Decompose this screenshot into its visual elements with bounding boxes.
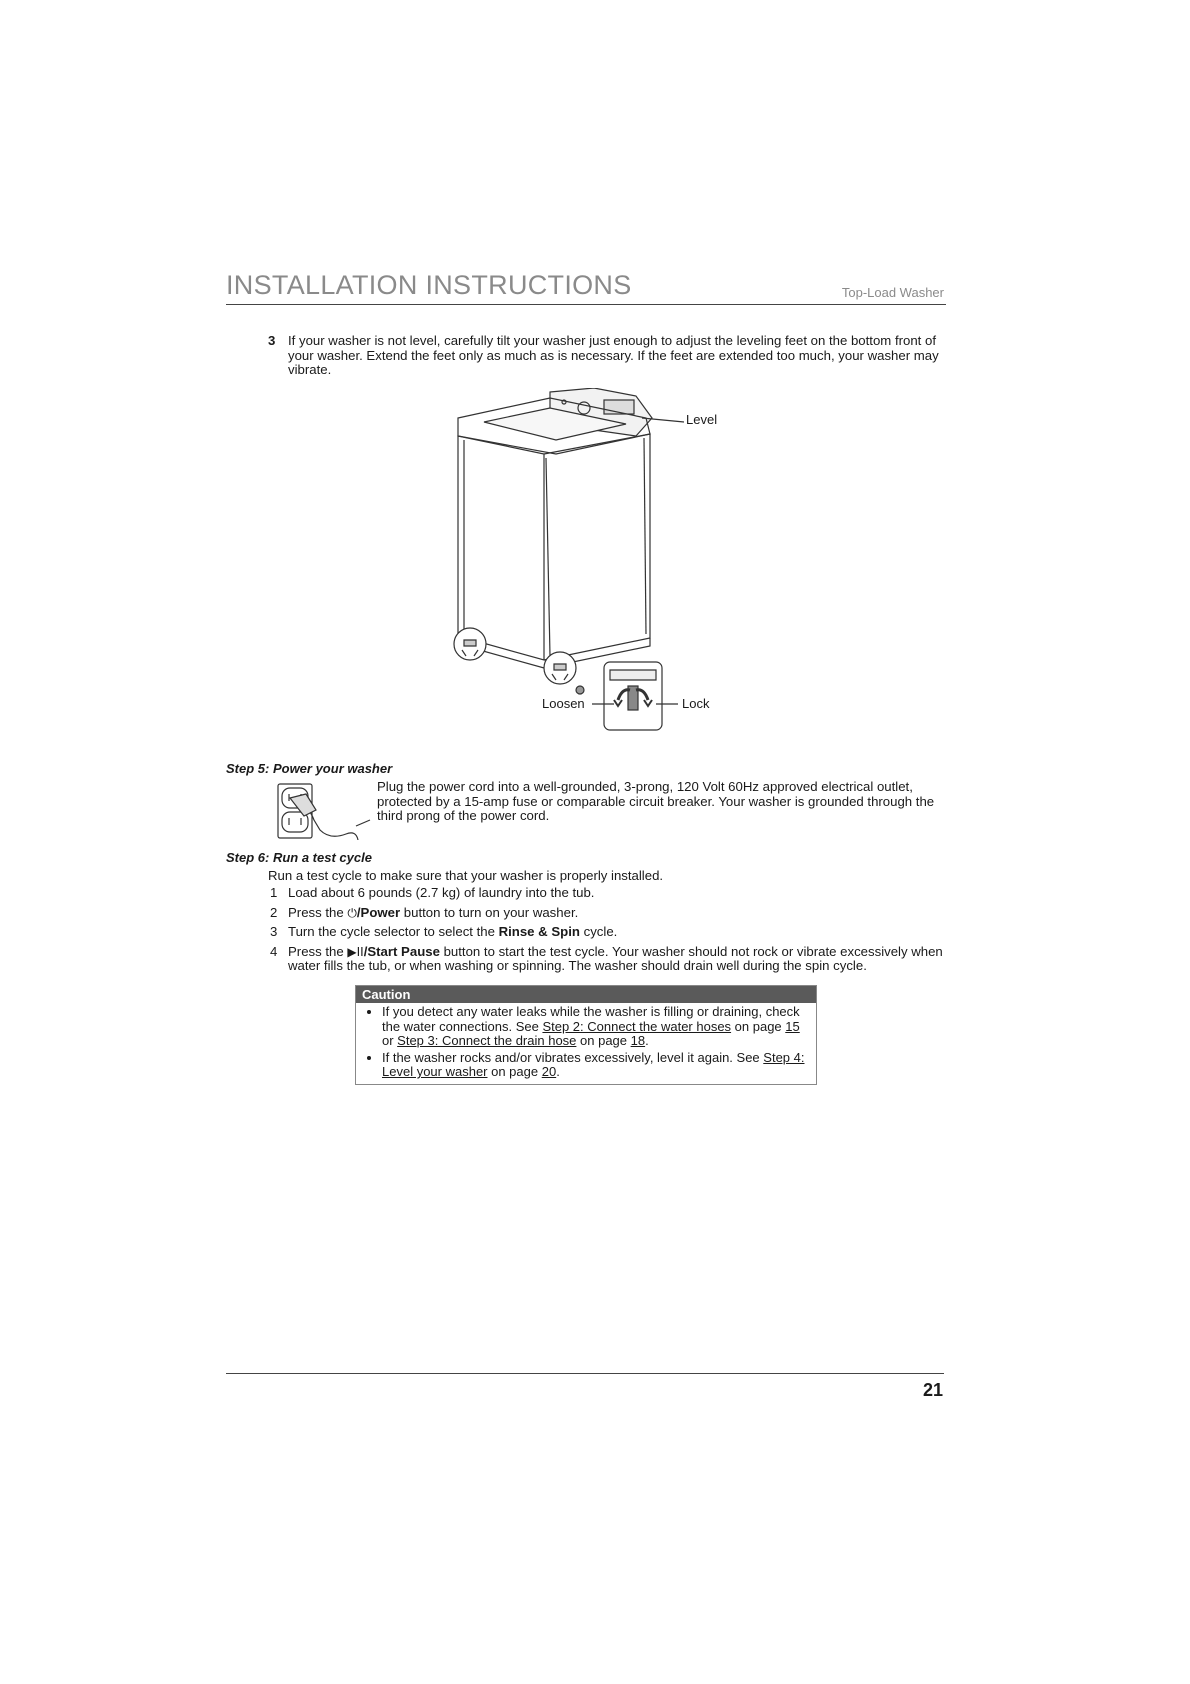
link-page-18[interactable]: 18 — [630, 1033, 646, 1048]
step-number: 1 — [270, 885, 278, 900]
step5-text: Plug the power cord into a well-grounded, 3-prong, 120 Volt 60Hz approved electrical outlet, protected by a 15-amp fuse or comparable circuit breaker. Your washer is grounded through the third prong of the power cord. — [377, 779, 935, 823]
start-pause-label: /Start Pause — [363, 943, 440, 959]
step-text: button to turn on your washer. — [400, 904, 579, 920]
caution-text: . — [645, 1033, 649, 1048]
link-step3[interactable]: Step 3: Connect the drain hose — [397, 1033, 577, 1048]
label-loosen: Loosen — [542, 696, 585, 711]
step3-paragraph — [268, 334, 948, 378]
link-step4[interactable]: Step 4: Level your washer — [382, 1049, 805, 1079]
label-level: Level — [686, 412, 718, 427]
link-page-15[interactable]: 15 — [785, 1018, 800, 1034]
list-item — [268, 886, 948, 901]
list-item — [268, 945, 948, 974]
caution-title: Caution — [356, 986, 816, 1003]
start-pause-icon: ▶II — [347, 944, 364, 959]
step-text: Press the — [288, 904, 348, 920]
caution-text: on page — [731, 1018, 786, 1034]
step6-heading: Step 6: Run a test cycle — [226, 850, 372, 865]
step-text: Load about 6 pounds (2.7 kg) of laundry into the tub. — [288, 885, 595, 900]
step3-text: If your washer is not level, carefully tilt your washer just enough to adjust the leveling feet on the bottom front of your washer. Extend the feet only as much as is necessary. If the feet are extended too much, your washer may vibrate. — [288, 333, 939, 377]
section-title: INSTALLATION INSTRUCTIONS — [226, 270, 632, 300]
step-text: button to start the test cycle. Your washer should not rock or vibrate excessively when water fills the tub, or when washing or spinning. The washer should drain well during the spin cycle. — [288, 943, 943, 973]
step-text: cycle. — [579, 924, 618, 939]
caution-item — [382, 1051, 812, 1080]
step-number: 2 — [270, 904, 278, 920]
step-number: 3 — [270, 924, 278, 939]
page-number: 21 — [922, 1380, 943, 1400]
caution-text: . — [556, 1064, 560, 1079]
list-item — [268, 925, 948, 940]
washer-leveling-figure — [446, 388, 736, 734]
footer-divider — [226, 1373, 944, 1374]
caution-list — [356, 1005, 816, 1080]
step-text: Press the — [288, 943, 348, 959]
step5-heading: Step 5: Power your washer — [226, 761, 393, 776]
outlet-figure — [276, 782, 372, 840]
caution-text: If you detect any water leaks while the washer is filling or draining, check the water connections. See — [382, 1004, 800, 1034]
caution-text: or — [382, 1033, 398, 1048]
power-outlet-icon — [276, 782, 372, 840]
test-cycle-steps — [268, 886, 948, 979]
washer-illustration — [446, 388, 736, 734]
caution-box — [355, 985, 817, 1085]
page-header — [226, 268, 946, 305]
cycle-name: Rinse & Spin — [498, 924, 580, 939]
power-button-label: /Power — [356, 904, 401, 920]
caution-item — [382, 1005, 812, 1049]
power-icon: ⏻ — [347, 905, 357, 920]
product-subtitle: Top-Load Washer — [841, 285, 944, 300]
caution-text: on page — [487, 1064, 542, 1079]
step3-number: 3 — [268, 333, 276, 348]
step-number: 4 — [270, 943, 278, 959]
link-step2[interactable]: Step 2: Connect the water hoses — [542, 1018, 732, 1034]
step-text: Turn the cycle selector to select the — [288, 924, 499, 939]
caution-text: on page — [576, 1033, 631, 1048]
list-item — [268, 906, 948, 921]
link-page-20[interactable]: 20 — [541, 1064, 557, 1079]
caution-text: If the washer rocks and/or vibrates excessively, level it again. See — [382, 1049, 764, 1065]
label-lock: Lock — [682, 696, 710, 711]
step6-intro: Run a test cycle to make sure that your washer is properly installed. — [268, 868, 664, 883]
